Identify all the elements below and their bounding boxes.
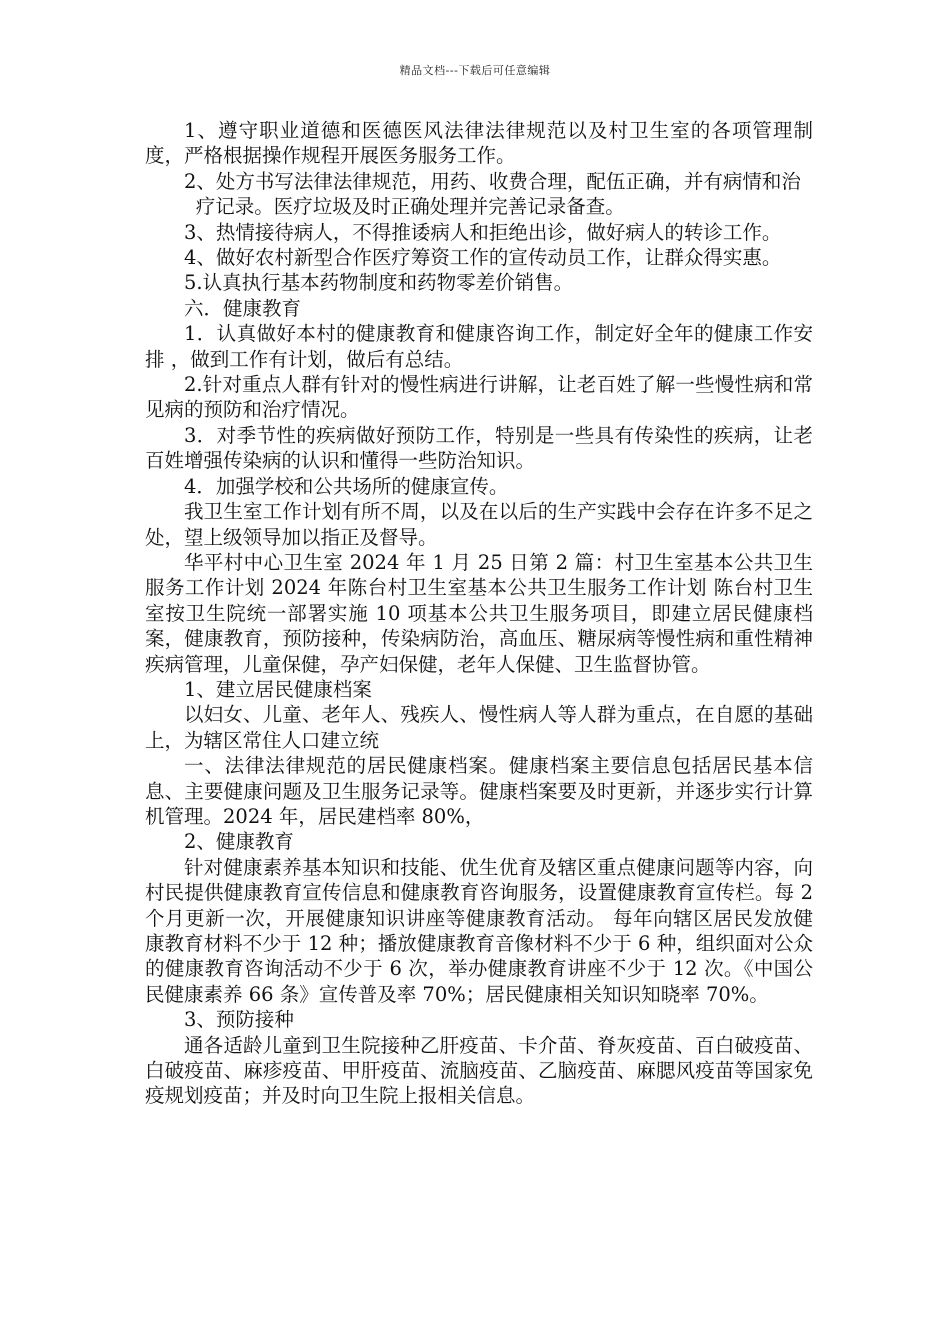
section-heading: 3、预防接种 — [184, 1008, 294, 1032]
paragraph: 针对健康素养基本知识和技能、优生优育及辖区重点健康问题等内容，向村民提供健康教育宣传信息和健康教育咨询服务，设置健康教育宣传栏。每 2 个月更新一次，开展健康知识讲座等健康教育活动。 每年向辖区居民发放健康教育材料不少于 12 种；播放健康教育音像材料不少于 6 种，组织面对公众的健康教育咨询活动不少于 6 次，举办健康教育讲座不少于 12 次。《中国公民健康素养 66 条》宣传普及率 70%；居民健康相关知识知晓率 70%。 — [145, 855, 813, 1006]
paragraph: 一、法律法律规范的居民健康档案。健康档案主要信息包括居民基本信息、主要健康问题及卫生服务记录等。健康档案要及时更新，并逐步实行计算机管理。2024 年，居民建档率 80%， — [145, 754, 813, 828]
paragraph: 华平村中心卫生室 2024 年 1 月 25 日第 2 篇：村卫生室基本公共卫生服务工作计划 2024 年陈台村卫生室基本公共卫生服务工作计划 陈台村卫生室按卫生院统一部署实施 10 项基本公共卫生服务项目，即建立居民健康档案，健康教育，预防接种，传染病防治，高血压、糖尿病等慢性病和重性精神疾病管理，儿童保健，孕产妇保健，老年人保健、卫生监督协管。 — [145, 550, 813, 676]
paragraph: 2.针对重点人群有针对的慢性病进行讲解，让老百姓了解一些慢性病和常见病的预防和治疗情况。 — [145, 373, 813, 422]
document-body — [145, 118, 813, 1109]
section-heading: 2、健康教育 — [184, 830, 294, 854]
paragraph: 1．认真做好本村的健康教育和健康咨询工作，制定好全年的健康工作安排 ，做到工作有计划，做后有总结。 — [145, 322, 813, 371]
paragraph: 以妇女、儿童、老年人、残疾人、慢性病人等人群为重点，在自愿的基础上，为辖区常住人口建立统 — [145, 703, 813, 752]
paragraph: 疗记录。医疗垃圾及时正确处理并完善记录备查。 — [195, 195, 625, 219]
page-header: 精品文档---下载后可任意编辑 — [399, 64, 551, 77]
paragraph: 5.认真执行基本药物制度和药物零差价销售。 — [184, 271, 574, 295]
paragraph: 3、热情接待病人，不得推诿病人和拒绝出诊，做好病人的转诊工作。 — [184, 220, 782, 244]
paragraph: 通各适龄儿童到卫生院接种乙肝疫苗、卡介苗、脊灰疫苗、百白破疫苗、白破疫苗、麻疹疫苗、甲肝疫苗、流脑疫苗、乙脑疫苗、麻腮风疫苗等国家免疫规划疫苗；并及时向卫生院上报相关信息。 — [145, 1033, 813, 1108]
paragraph: 3．对季节性的疾病做好预防工作，特别是一些具有传染性的疾病，让老百姓增强传染病的认识和懂得一些防治知识。 — [145, 423, 813, 473]
section-heading: 1、建立居民健康档案 — [184, 677, 372, 701]
paragraph: 4．加强学校和公共场所的健康宣传。 — [184, 474, 509, 498]
section-heading: 六．健康教育 — [184, 296, 302, 320]
paragraph: 4、做好农村新型合作医疗筹资工作的宣传动员工作，让群众得实惠。 — [184, 246, 782, 270]
paragraph: 我卫生室工作计划有所不周，以及在以后的生产实践中会存在许多不足之处，望上级领导加以指正及督导。 — [145, 500, 813, 549]
paragraph: 1、遵守职业道德和医德医风法律法律规范以及村卫生室的各项管理制度，严格根据操作规程开展医务服务工作。 — [145, 119, 813, 168]
paragraph: 2、处方书写法律法律规范，用药、收费合理，配伍正确，并有病情和治 — [184, 169, 801, 193]
